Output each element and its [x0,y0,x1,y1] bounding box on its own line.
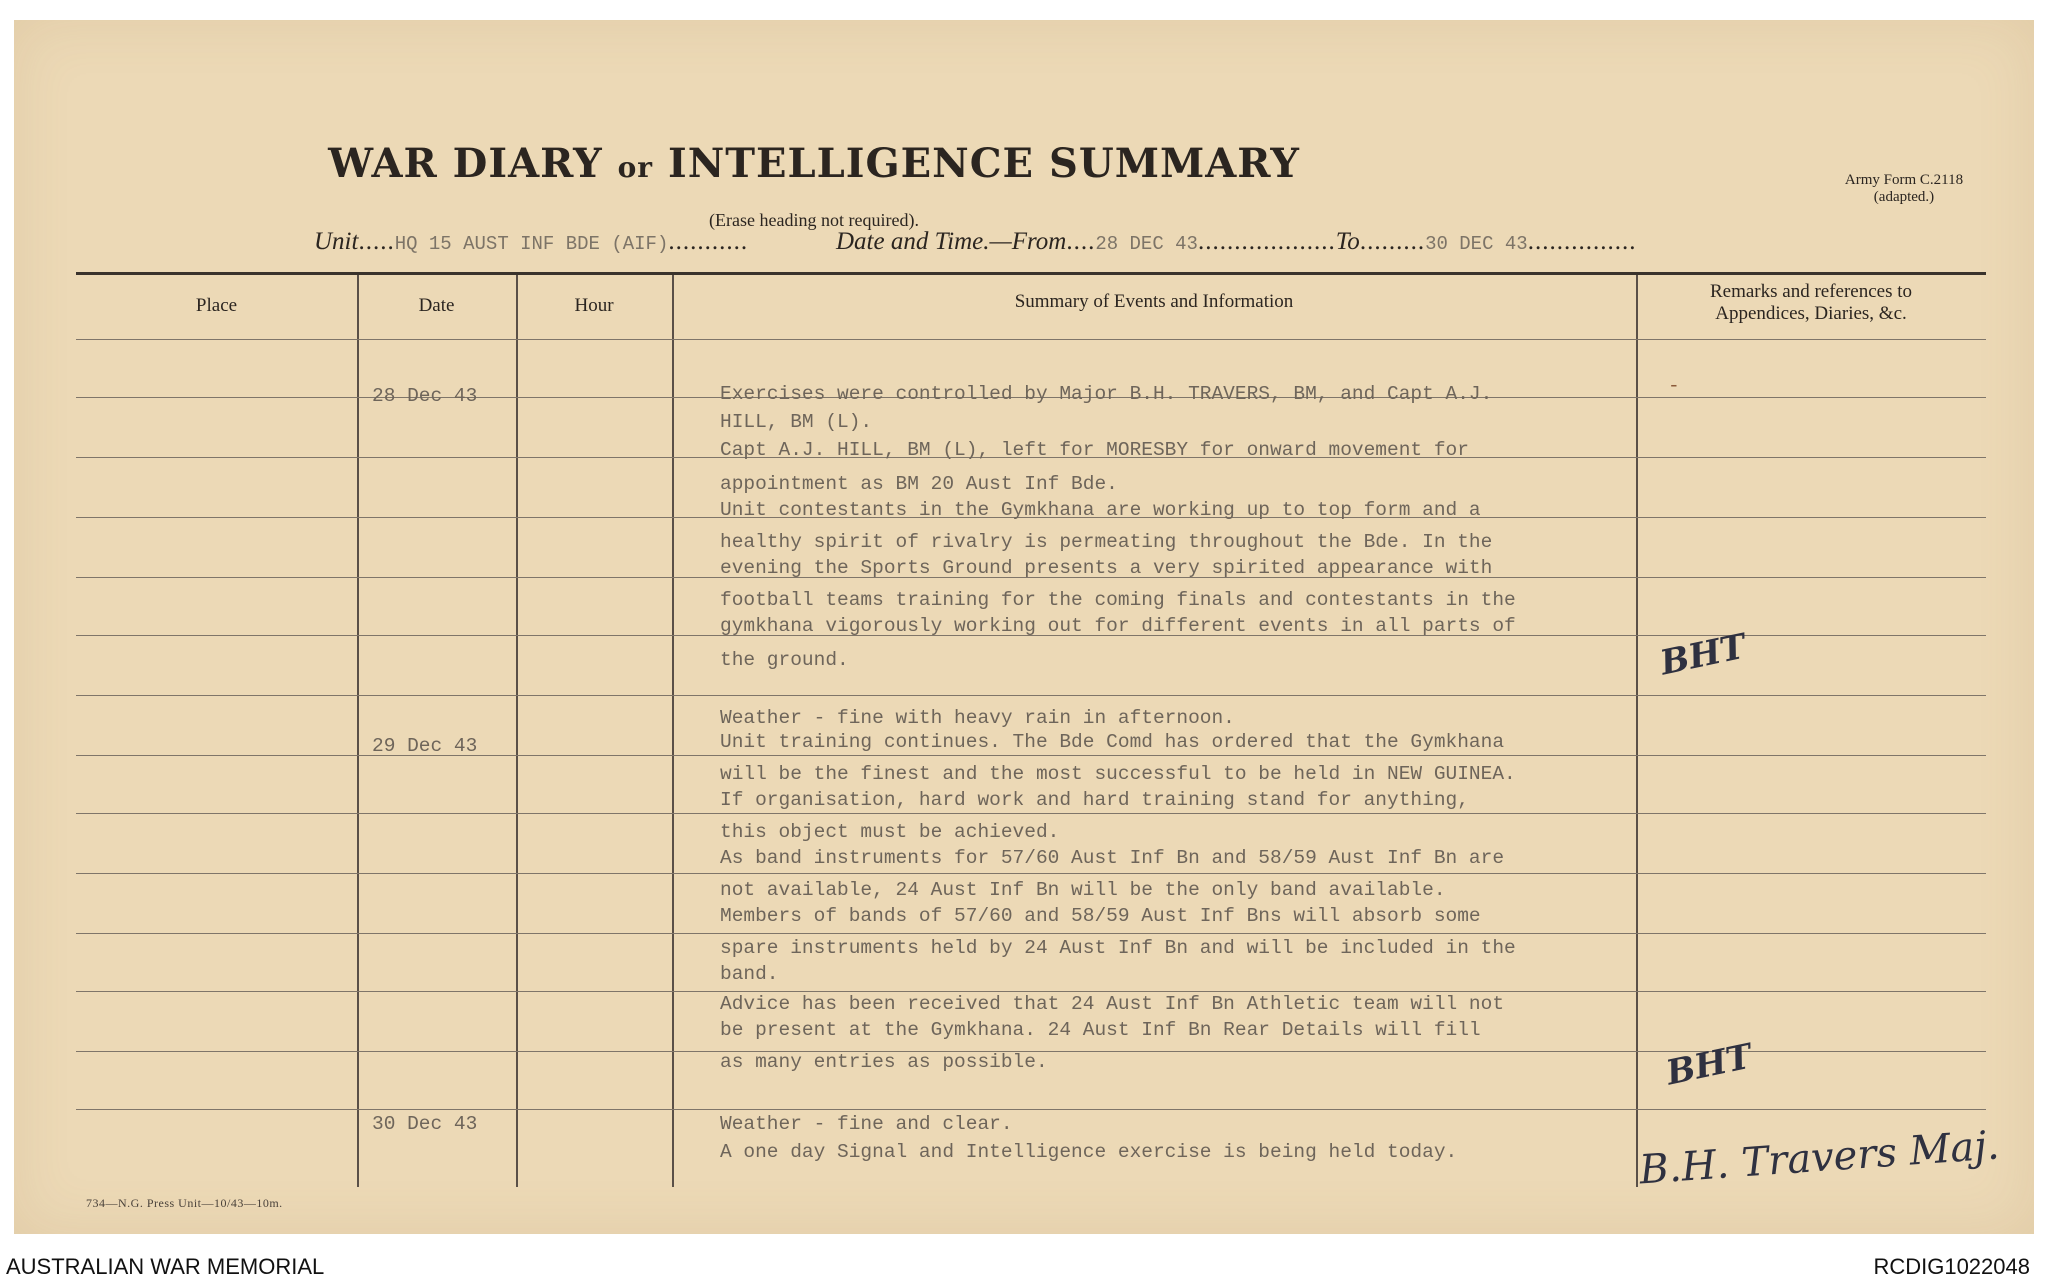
summary-line: Weather - fine with heavy rain in afternoon. [720,707,1235,729]
officer-signature: B.H. Travers Maj. [1637,1122,2001,1194]
summary-line: will be the finest and the most successful to be held in NEW GUINEA. [720,763,1516,785]
title-or: or [617,151,654,184]
unit-line: Unit.....HQ 15 AUST INF BDE (AIF)........... [314,228,749,255]
column-hour: Hour [574,295,614,316]
summary-line: be present at the Gymkhana. 24 Aust Inf Bn Rear Details will fill [720,1019,1481,1041]
column-remarks [1636,281,1986,325]
date-line: Date and Time.—From....28 DEC 43...................To.........30 DEC 43............... [836,228,1637,255]
summary-line: Weather - fine and clear. [720,1113,1013,1135]
summary-line: If organisation, hard work and hard training stand for anything, [720,789,1469,811]
summary-line: As band instruments for 57/60 Aust Inf Bn and 58/59 Aust Inf Bn are [720,847,1505,869]
entry-date: 28 Dec 43 [372,385,478,407]
summary-line: Members of bands of 57/60 and 58/59 Aust Inf Bns will absorb some [720,905,1481,927]
summary-line: spare instruments held by 24 Aust Inf Bn and will be included in the [720,937,1516,959]
summary-line: Advice has been received that 24 Aust Inf Bn Athletic team will not [720,993,1505,1015]
column-date: Date [418,295,455,316]
summary-line: Capt A.J. HILL, BM (L), left for MORESBY for onward movement for [720,439,1469,461]
summary-line: the ground. [720,649,849,671]
diary-sheet [14,20,2034,1234]
summary-line: gymkhana vigorously working out for different events in all parts of [720,615,1516,637]
unit-label: Unit [314,228,359,255]
title-intelligence-summary: INTELLIGENCE SUMMARY [668,140,1300,187]
page-title [14,140,1614,187]
column-summary: Summary of Events and Information [1014,291,1294,312]
summary-line: HILL, BM (L). [720,411,873,433]
column-remarks-line1: Remarks and references to [1709,281,1913,302]
summary-line: this object must be achieved. [720,821,1060,843]
diary-table [76,272,1986,1187]
summary-line: appointment as BM 20 Aust Inf Bde. [720,473,1118,495]
army-form-number: Army Form C.2118 [1844,172,1964,188]
footer-record-id: RCDIG1022048 [1873,1254,2030,1279]
summary-line: as many entries as possible. [720,1051,1048,1073]
title-war-diary: WAR DIARY [328,140,603,187]
footer-archive-name: AUSTRALIAN WAR MEMORIAL [6,1254,325,1279]
remark-dash: - [1668,375,1680,397]
summary-line: evening the Sports Ground presents a very spirited appearance with [720,557,1493,579]
army-form-adapted: (adapted.) [1873,189,1935,205]
column-remarks-line2: Appendices, Diaries, &c. [1715,303,1907,324]
summary-line: not available, 24 Aust Inf Bn will be the only band available. [720,879,1446,901]
unit-value: HQ 15 AUST INF BDE (AIF) [394,233,669,255]
summary-line: healthy spirit of rivalry is permeating throughout the Bde. In the [720,531,1493,553]
summary-line: Unit contestants in the Gymkhana are working up to top form and a [720,499,1481,521]
summary-line: football teams training for the coming finals and contestants in the [720,589,1516,611]
entry-date: 29 Dec 43 [372,735,478,757]
column-place: Place [195,295,238,316]
summary-line: Exercises were controlled by Major B.H. TRAVERS, BM, and Capt A.J. [720,383,1493,405]
entry-date: 30 Dec 43 [372,1113,478,1135]
print-line: 734—N.G. Press Unit—10/43—10m. [86,1196,283,1210]
army-form-label [1814,172,1994,206]
summary-line: Unit training continues. The Bde Comd has ordered that the Gymkhana [720,731,1505,753]
date-from-value: 28 DEC 43 [1095,233,1198,255]
date-from-label: Date and Time.—From [836,228,1067,255]
initials-signature: BHT [1656,626,1750,684]
summary-line: band. [720,963,779,985]
summary-line: A one day Signal and Intelligence exercise is being held today. [720,1141,1458,1163]
date-to-label: To [1335,228,1360,255]
initials-signature: BHT [1662,1036,1756,1094]
date-to-value: 30 DEC 43 [1425,233,1528,255]
erase-note: (Erase heading not required). [709,210,919,230]
